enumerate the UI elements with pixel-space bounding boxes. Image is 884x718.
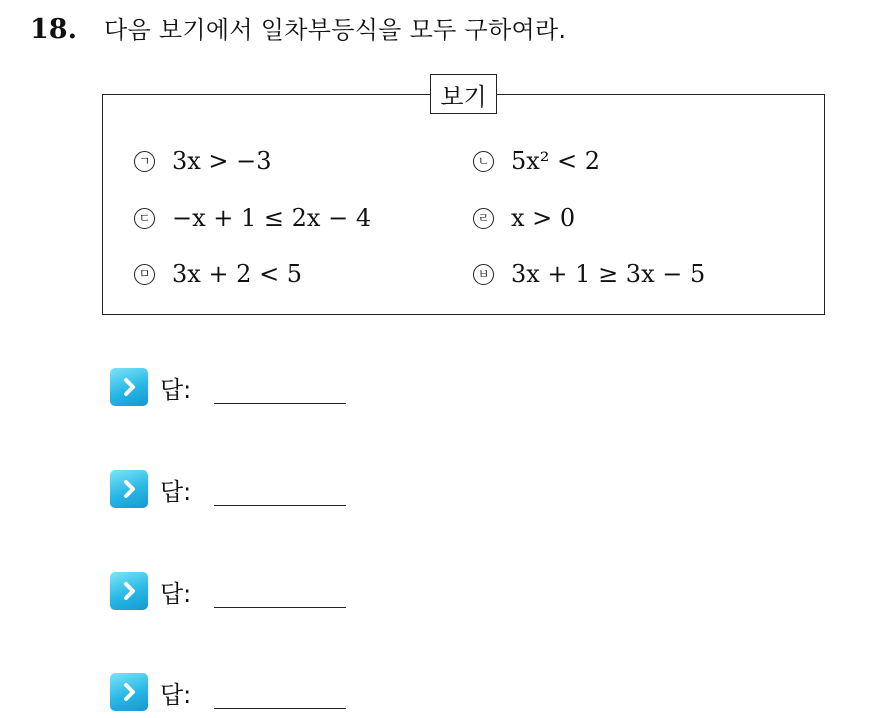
option-marker: ㄷ [134,208,155,229]
option-marker: ㅂ [473,264,494,285]
answer-label: 답: [160,579,192,608]
box-title: 보기 [430,74,497,114]
question-text: 다음 보기에서 일차부등식을 모두 구하여라. [104,16,567,44]
option-item [134,259,302,289]
option-item [134,146,272,176]
option-marker: ㄹ [473,208,494,229]
answer-blank[interactable] [214,607,346,608]
question-number: 18. [30,14,77,45]
option-item [473,203,575,233]
answer-row [110,467,191,511]
chevron-right-icon [110,572,148,610]
chevron-right-icon [110,368,148,406]
answer-blank[interactable] [214,403,346,404]
answer-row [110,365,191,409]
option-expression: −x + 1 ≤ 2x − 4 [172,204,372,232]
answer-label: 답: [160,680,192,709]
chevron-right-icon [110,470,148,508]
option-item [134,203,371,233]
option-item [473,259,705,289]
option-expression: 5x² < 2 [511,147,601,175]
option-marker: ㄴ [473,151,494,172]
options-box [102,94,825,315]
option-marker: ㄱ [134,151,155,172]
answer-label: 답: [160,375,192,404]
option-expression: 3x > −3 [172,147,272,175]
option-expression: 3x + 1 ≥ 3x − 5 [511,260,706,288]
question-header [30,10,566,46]
answer-label: 답: [160,477,192,506]
answer-row [110,569,191,613]
chevron-right-icon [110,673,148,711]
answer-row [110,670,191,714]
answer-blank[interactable] [214,505,346,506]
answer-blank[interactable] [214,708,346,709]
option-expression: 3x + 2 < 5 [172,260,303,288]
option-marker: ㅁ [134,264,155,285]
option-expression: x > 0 [511,204,576,232]
option-item [473,146,600,176]
